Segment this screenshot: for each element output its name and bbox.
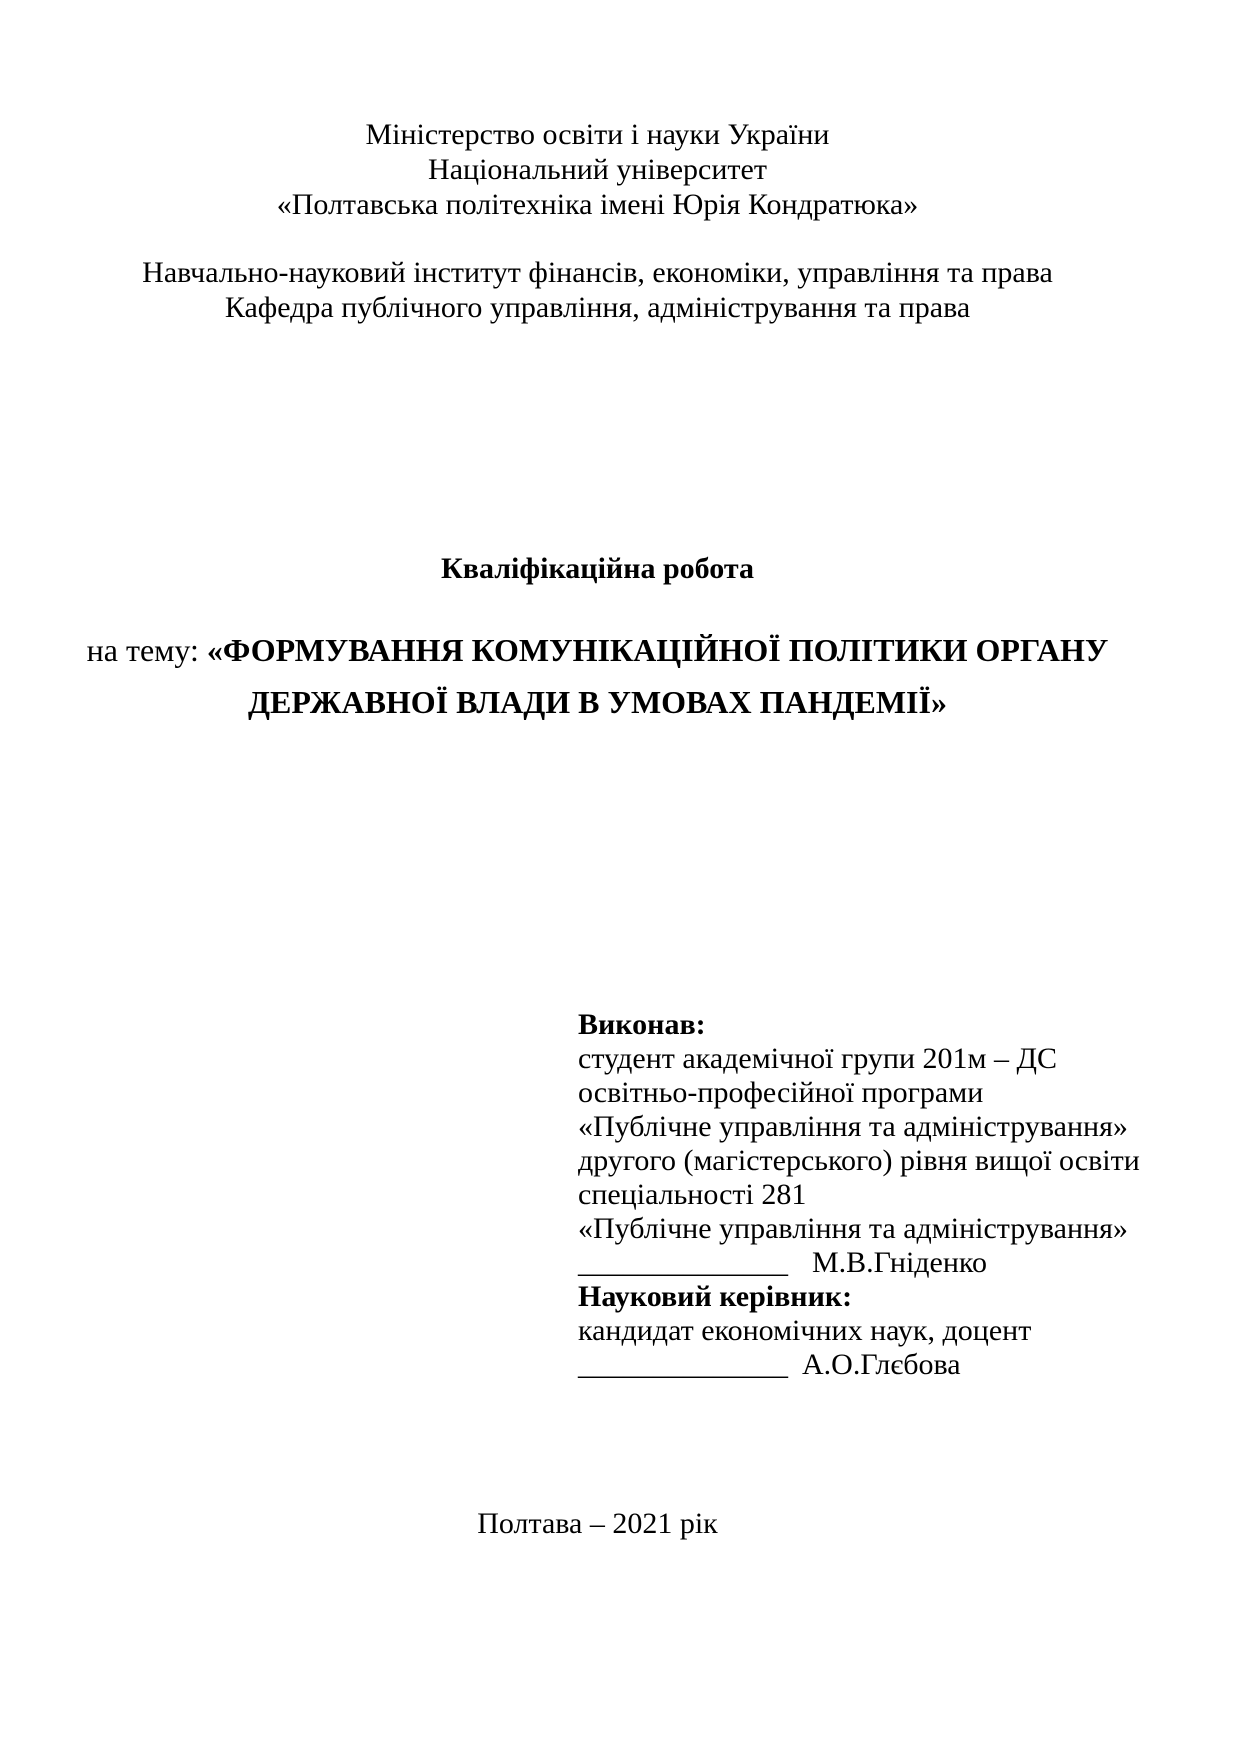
author-detail-line: «Публічне управління та адміністрування» (578, 1212, 1128, 1245)
topic-prefix: на тему: (86, 632, 207, 668)
university-name-line: «Полтавська політехніка імені Юрія Кондратюка» (276, 188, 919, 221)
author-detail-line: спеціальності 281 (578, 1178, 807, 1211)
supervisor-name: А.О.Глєбова (802, 1348, 961, 1381)
department-line: Кафедра публічного управління, адміністрування та права (224, 291, 971, 324)
city-year-line: Полтава – 2021 рік (477, 1507, 718, 1540)
university-header (0, 117, 1195, 222)
institute-line: Навчально-науковий інститут фінансів, економіки, управління та права (142, 256, 1053, 289)
qualification-work-title: Кваліфікаційна робота (441, 552, 754, 585)
supervisor-degree-line: кандидат економічних наук, доцент (578, 1314, 1032, 1347)
author-detail-line: студент академічної групи 201м – ДС (578, 1042, 1057, 1075)
supervisor-label: Науковий керівник: (578, 1280, 853, 1313)
author-signature-line: ______________ (578, 1246, 788, 1279)
performed-label: Виконав: (578, 1008, 706, 1041)
author-detail-line: освітньо-професійної програми (578, 1076, 984, 1109)
institute-header (0, 255, 1195, 325)
supervisor-signature-line: ______________ (578, 1348, 788, 1381)
author-detail-line: «Публічне управління та адміністрування» (578, 1110, 1128, 1143)
thesis-topic (0, 624, 1195, 728)
topic-title-part-1: «ФОРМУВАННЯ КОМУНІКАЦІЙНОЇ ПОЛІТИКИ ОРГАНУ (206, 632, 1109, 668)
author-signature-row (578, 1246, 1140, 1280)
topic-line-2: ДЕРЖАВНОЇ ВЛАДИ В УМОВАХ ПАНДЕМІЇ» (248, 684, 947, 720)
topic-line-1 (0, 624, 1195, 676)
author-name: М.В.Гніденко (812, 1246, 987, 1279)
university-line: Національний університет (428, 153, 767, 186)
supervisor-signature-row (578, 1348, 1140, 1382)
ministry-line: Міністерство освіти і науки України (365, 118, 830, 151)
author-detail-line: другого (магістерського) рівня вищої освіти (578, 1144, 1140, 1177)
author-info-block (578, 1008, 1140, 1382)
